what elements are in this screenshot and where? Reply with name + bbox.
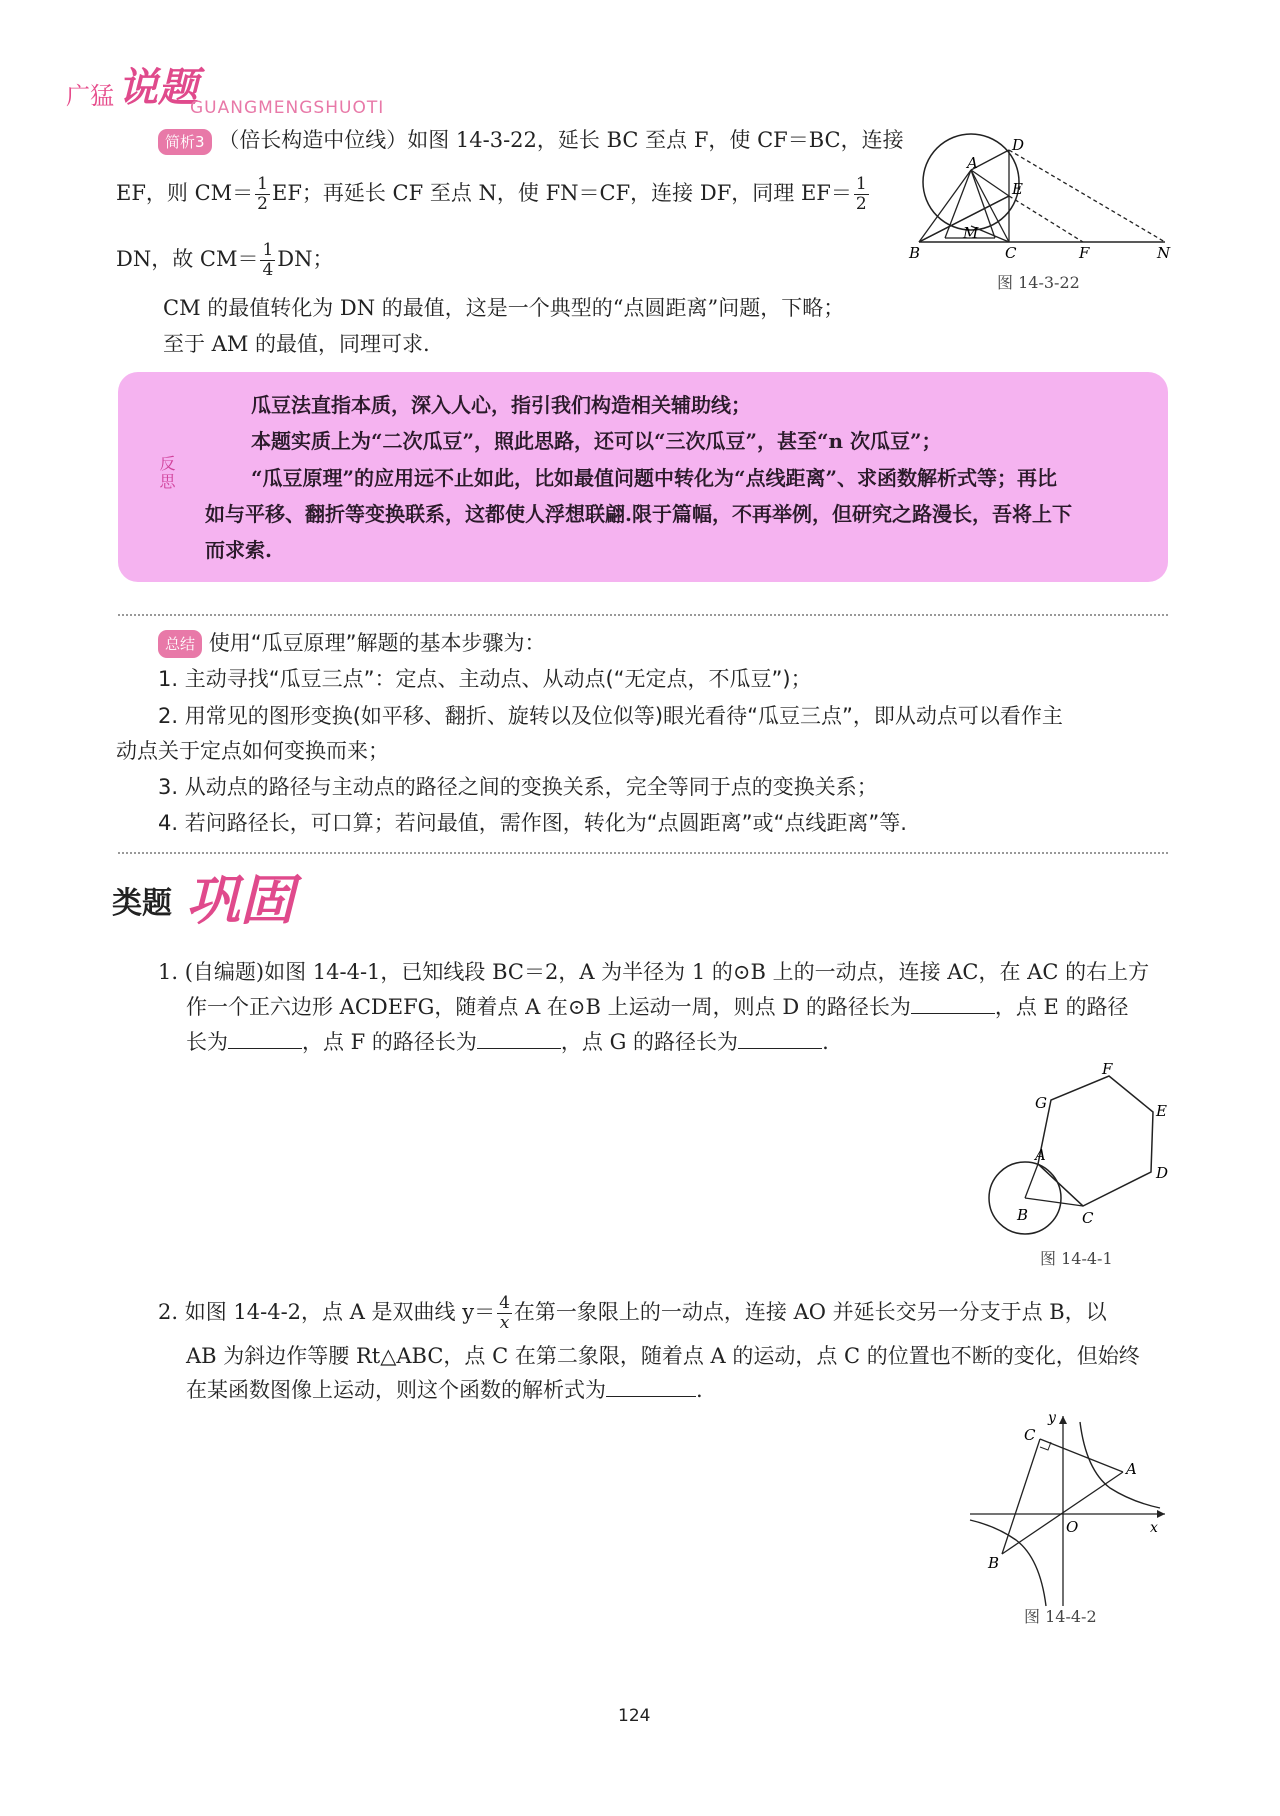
fig2-label-D: D	[1156, 1164, 1169, 1182]
reflection-line-2: 本题实质上为“二次瓜豆”，照此思路，还可以“三次瓜豆”，甚至“n 次瓜豆”；	[251, 429, 942, 453]
analysis-line-4: CM 的最值转化为 DN 的最值，这是一个典型的“点圆距离”问题，下略；	[163, 296, 845, 320]
caption-14-3-22: 图 14-3-22	[997, 273, 1080, 292]
fig1-label-A: A	[967, 154, 978, 172]
fraction-quarter: $\frac{1}{4}$	[262, 240, 274, 280]
answer-blank-f[interactable]	[477, 1030, 561, 1049]
problem1-text-3c: ，点 G 的路径长为	[560, 1030, 739, 1054]
summary-title-text: 使用“瓜豆原理”解题的基本步骤为：	[208, 631, 546, 655]
section-script: 巩固	[186, 868, 294, 932]
analysis-text-3b: DN；	[277, 247, 334, 271]
fig2-label-F: F	[1102, 1060, 1113, 1078]
problem2-line-2: AB 为斜边作等腰 Rt△ABC，点 C 在第二象限，随着点 A 的运动，点 C 的位置也不断的变化，但始终	[186, 1344, 1140, 1368]
problem2-text-1b: 在第一象限上的一动点，连接 AO 并延长交另一分支于点 B，以	[513, 1300, 1107, 1324]
fig3-label-y: y	[1048, 1410, 1056, 1426]
fig1-label-B: B	[909, 244, 921, 262]
summary-title	[158, 630, 545, 658]
figure-14-4-1	[975, 1060, 1175, 1250]
fig1-label-C: C	[1005, 244, 1017, 262]
problem1-line-2	[186, 995, 1129, 1019]
fig1-label-M: M	[963, 224, 979, 242]
divider-bottom	[118, 852, 1168, 854]
caption-14-4-1: 图 14-4-1	[1040, 1249, 1113, 1268]
brand-script: 说题	[118, 64, 198, 111]
reflection-line-1: 瓜豆法直指本质，深入人心，指引我们构造相关辅助线；	[251, 393, 751, 417]
problem1-text-2: 作一个正六边形 ACDEFG，随着点 A 在⊙B 上运动一周，则点 D 的路径长为	[186, 995, 911, 1019]
section-title: 类题	[112, 886, 172, 921]
divider-top	[118, 614, 1168, 616]
answer-blank-e[interactable]	[228, 1030, 302, 1049]
brand-en: GUANGMENGSHUOTI	[190, 98, 385, 118]
fraction-half: $\frac{1}{2}$	[257, 174, 268, 214]
problem2-text-3-end: .	[696, 1378, 703, 1402]
fig2-label-B: B	[1017, 1206, 1029, 1224]
fig2-label-C: C	[1082, 1209, 1094, 1227]
summary-tag: 总结	[158, 630, 202, 658]
fig1-label-N: N	[1157, 244, 1171, 262]
problem1-text-3a: 长为	[186, 1030, 228, 1054]
analysis-text-3a: DN，故 CM＝	[116, 247, 259, 271]
problem2-line-1	[158, 1294, 1107, 1333]
fraction-half-2: $\frac{1}{2}$	[855, 174, 867, 214]
problem1-line-1: 1. (自编题)如图 14-4-1，已知线段 BC＝2，A 为半径为 1 的⊙B 上的一动点，连接 AC，在 AC 的右上方	[158, 960, 1150, 984]
reflection-label: 反思	[157, 455, 176, 491]
reflection-line-5: 而求索.	[205, 538, 272, 562]
analysis-text-2a: EF，则 CM＝	[116, 181, 254, 205]
summary-item-1: 1. 主动寻找“瓜豆三点”：定点、主动点、从动点(“无定点，不瓜豆”)；	[158, 667, 812, 691]
analysis-line-3	[116, 241, 334, 280]
figure-14-4-2	[960, 1410, 1170, 1610]
problem2-text-1a: 2. 如图 14-4-2，点 A 是双曲线 y＝	[158, 1300, 496, 1324]
fig2-label-G: G	[1035, 1094, 1047, 1112]
reflection-line-3: “瓜豆原理”的应用远不止如此，比如最值问题中转化为“点线距离”、求函数解析式等；再比	[251, 466, 1058, 490]
analysis-text-2b: EF；再延长 CF 至点 N，使 FN＝CF，连接 DF，同理 EF＝	[271, 181, 852, 205]
fig3-label-C: C	[1024, 1426, 1036, 1444]
fig3-label-B: B	[988, 1554, 1000, 1572]
answer-blank-g[interactable]	[738, 1030, 822, 1049]
fig2-label-E: E	[1156, 1102, 1167, 1120]
fig3-label-x: x	[1150, 1520, 1158, 1536]
problem2-text-3: 在某函数图像上运动，则这个函数的解析式为	[186, 1378, 606, 1402]
problem1-text-2-tail: ，点 E 的路径	[994, 995, 1129, 1019]
fraction-4-over-x: $\frac{4}{x}$	[499, 1293, 510, 1333]
answer-blank-d[interactable]	[911, 995, 995, 1014]
fig3-label-O: O	[1066, 1518, 1079, 1536]
analysis-line-2	[116, 175, 871, 214]
answer-blank-function[interactable]	[606, 1378, 696, 1397]
summary-item-2: 2. 用常见的图形变换(如平移、翻折、旋转以及位似等)眼光看待“瓜豆三点”，即从动点可以看作主	[158, 704, 1063, 728]
summary-item-3: 3. 从动点的路径与主动点的路径之间的变换关系，完全等同于点的变换关系；	[158, 775, 878, 799]
analysis-line-1	[158, 128, 904, 155]
fig1-label-F: F	[1079, 244, 1090, 262]
fig1-label-D: D	[1012, 136, 1025, 154]
summary-item-4: 4. 若问路径长，可口算；若问最值，需作图，转化为“点圆距离”或“点线距离”等.	[158, 811, 907, 835]
analysis-line-5: 至于 AM 的最值，同理可求.	[163, 332, 430, 356]
summary-item-2-cont: 动点关于定点如何变换而来；	[116, 739, 389, 763]
analysis-text-1: （倍长构造中位线）如图 14-3-22，延长 BC 至点 F，使 CF＝BC，连接	[218, 128, 904, 152]
fig1-label-E: E	[1012, 180, 1023, 198]
problem1-text-3d: .	[822, 1030, 829, 1054]
page-number: 124	[618, 1706, 651, 1726]
figure-14-3-22	[905, 130, 1175, 290]
fig2-label-A: A	[1035, 1146, 1046, 1164]
problem2-line-3	[186, 1378, 703, 1402]
problem1-line-3	[186, 1030, 829, 1054]
problem1-text-3b: ，点 F 的路径长为	[302, 1030, 477, 1054]
brand-cn: 广猛	[66, 82, 114, 110]
analysis-tag: 简析3	[158, 129, 212, 155]
fig3-label-A: A	[1126, 1460, 1137, 1478]
caption-14-4-2: 图 14-4-2	[1024, 1607, 1097, 1626]
reflection-line-4: 如与平移、翻折等变换联系，这都使人浮想联翩.限于篇幅，不再举例，但研究之路漫长，吾将上下	[205, 502, 1072, 526]
